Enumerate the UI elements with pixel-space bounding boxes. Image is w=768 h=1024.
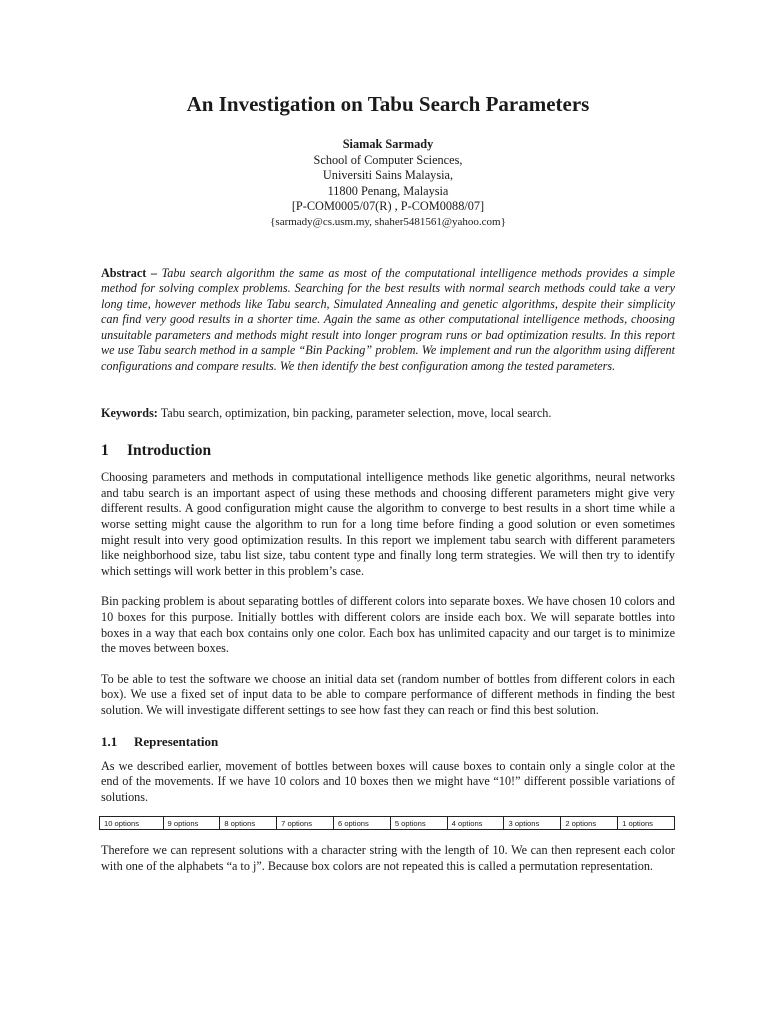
section-number: 1 — [101, 442, 109, 460]
body-paragraph: Choosing parameters and methods in computational intelligence methods like genetic algorithms, neural networks and tabu search is an important aspect of using these methods and choosing different parameters might give very different results. A good configuration might cause the algorithm to converge to best results in a short time while a worse setting might cause the algorithm to run for a long time before finding a good solution or even sometimes might result into very good optimization results. In this report we implement tabu search with different parameters like neighborhood size, tabu list size, tabu content type and finally long term strategies. We will then try to identify which settings will work better in this problem’s case. — [101, 470, 675, 578]
body-paragraph: To be able to test the software we choose an initial data set (random number of bottles from different colors in each box). We use a fixed set of input data to be able to compare performance of different methods in finding the best solution. We will investigate different settings to see how fast they can reach or find this best solution. — [101, 671, 675, 717]
keywords — [101, 406, 675, 422]
author-block — [101, 137, 675, 230]
affiliation-line: 11800 Penang, Malaysia — [327, 183, 449, 198]
subsection-number: 1.1 — [101, 733, 118, 749]
table-cell: 3 options — [504, 817, 561, 830]
affiliation-line: School of Computer Sciences, — [313, 152, 463, 167]
body-paragraph: Therefore we can represent solutions with a character string with the length of 10. We can then represent each color with one of the alphabets “a to j”. Because box colors are not repeated this is called a permutation representation. — [101, 843, 675, 873]
table-cell: 7 options — [277, 817, 334, 830]
table-cell: 1 options — [618, 817, 675, 830]
abstract-lead: Abstract – — [101, 265, 158, 280]
table-cell: 6 options — [334, 817, 391, 830]
options-table — [99, 816, 675, 830]
keywords-lead: Keywords: — [101, 405, 158, 420]
table-cell: 8 options — [220, 817, 277, 830]
affiliation-line: [P-COM0005/07(R) , P-COM0088/07] — [291, 199, 485, 213]
subsection-title: Representation — [134, 733, 219, 749]
table-cell: 4 options — [447, 817, 504, 830]
affiliation-line: Universiti Sains Malaysia, — [322, 168, 454, 182]
section-heading-introduction — [101, 442, 675, 460]
body-paragraph: Bin packing problem is about separating bottles of different colors into separate boxes. We have chosen 10 colors and 10 boxes for this purpose. Initially bottles with different colors are inside each box. We will separate bottles into boxes in a way that each box contains only one color. Each box has unlimited capacity and our target is to minimize the moves between boxes. — [101, 594, 675, 656]
author-name: Siamak Sarmady — [342, 137, 434, 151]
table-row — [100, 817, 675, 830]
subsection-heading-representation — [101, 734, 675, 750]
body-paragraph: As we described earlier, movement of bottles between boxes will cause boxes to contain only a single color at the end of the movements. If we have 10 colors and 10 boxes then we might have “10!” different possible variations of solutions. — [101, 758, 675, 804]
abstract-text: Tabu search algorithm the same as most of the computational intelligence methods provides a simple method for solving complex problems. Searching for the best results with normal search methods could take a very long time, however methods like Tabu search, Simulated Annealing and genetic algorithms, despite their simplicity can find very good results in a shorter time. Again the same as other computational intelligence methods, choosing unsuitable parameters and methods might result into longer program runs or bad optimization results. In this report we use Tabu search method in a sample “Bin Packing” problem. We implement and run the algorithm using different configurations and compare results. We then identify the best configuration among the tested parameters. — [101, 265, 675, 374]
keywords-text: Tabu search, optimization, bin packing, parameter selection, move, local search. — [160, 405, 552, 420]
table-cell: 9 options — [163, 817, 220, 830]
section-title: Introduction — [127, 442, 212, 460]
paper-title: An Investigation on Tabu Search Parameters — [186, 92, 590, 116]
table-cell: 10 options — [100, 817, 164, 830]
author-emails: {sarmady@cs.usm.my, shaher5481561@yahoo.com} — [270, 215, 506, 228]
table-cell: 2 options — [561, 817, 618, 830]
table-cell: 5 options — [390, 817, 447, 830]
abstract — [101, 266, 675, 375]
